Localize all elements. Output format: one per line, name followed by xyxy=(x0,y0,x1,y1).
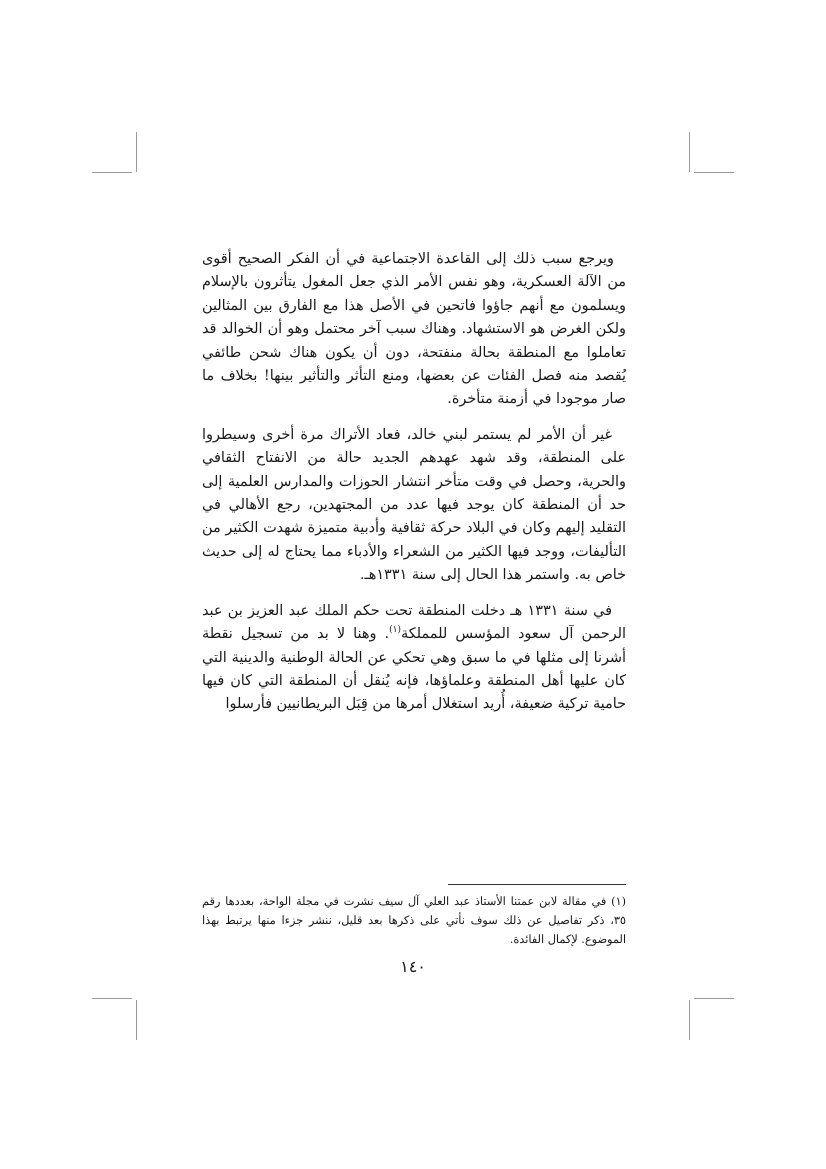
crop-mark-top-left xyxy=(136,132,137,172)
crop-mark-bottom-left-h xyxy=(92,998,132,999)
paragraph-1: ويرجع سبب ذلك إلى القاعدة الاجتماعية في أن الفكر الصحيح أقوى من الآلة العسكرية، وهو نفس الأمر الذي جعل المغول يتأثرون بالإسلام ويسلمون مع أنهم جاؤوا فاتحين في الأصل هذا مع الفارق بين المثالين ولكن الغرض هو الاستشهاد. وهناك سبب آخر محتمل وهو أن الخوالد قد تعاملوا مع المنطقة بحالة منفتحة، دون أن يكون هناك شحن طائفي يُقصد منه فصل الفئات عن بعضها، ومنع التأثر والتأثير بينها! بخلاف ما صار موجودا في أزمنة متأخرة. xyxy=(202,251,626,408)
crop-mark-bottom-left xyxy=(136,1000,137,1040)
paragraph-2: غير أن الأمر لم يستمر لبني خالد، فعاد الأتراك مرة أخرى وسيطروا على المنطقة، وقد شهد عهدهم الجديد حالة من الانفتاح الثقافي والحرية، وحصل في وقت متأخر انتشار الحوزات والمدارس العلمية إلى حد أن المنطقة كان يوجد فيها عدد من المجتهدين، رجع الأهالي في التقليد إليهم وكان في البلاد حركة ثقافية وأدبية متميزة شهدت الكثير من التأليفات، ووجد فيها الكثير من الشعراء والأدباء مما يحتاج له إلى حديث خاص به. واستمر هذا الحال إلى سنة ١٣٣١هـ. xyxy=(202,426,626,584)
crop-mark-bottom-right-h xyxy=(694,998,734,999)
footnote xyxy=(202,892,626,949)
footnote-reference: (١) xyxy=(389,625,401,636)
paragraph-3 xyxy=(202,600,626,717)
main-text xyxy=(202,248,626,729)
crop-mark-bottom-right xyxy=(689,1000,690,1040)
paragraph-3-part-2: . وهنا لا بد من تسجيل نقطة أشرنا إلى مثلها في ما سبق وهي تحكي عن الحالة الوطنية والدينية التي كان عليها أهل المنطقة وعلماؤها، فإنه يُنقل أن المنطقة التي كان فيها حامية تركية ضعيفة، أُريد استغلال أمرها من قِبَل البريطانيين فأرسلوا xyxy=(202,626,626,713)
crop-mark-top-right-h xyxy=(694,172,734,173)
page-number: ١٤٠ xyxy=(400,957,426,976)
footnote-text: (١) في مقالة لابن عمتنا الأستاذ عبد العلي آل سيف نشرت في مجلة الواحة، بعددها رقم ٣٥، ذكر تفاصيل عن ذلك سوف نأتي على ذكرها بعد قليل، ننشر جزءا منها يرتبط بهذا الموضوع. لإكمال الفائدة. xyxy=(202,895,626,946)
footnote-divider xyxy=(448,884,626,885)
crop-mark-top-right xyxy=(689,132,690,172)
paragraph-3-part-1: في سنة ١٣٣١ هـ دخلت المنطقة تحت حكم الملك عبد العزيز بن عبد الرحمن آل سعود المؤسس للمملكة xyxy=(202,602,626,643)
crop-mark-top-left-h xyxy=(92,172,132,173)
